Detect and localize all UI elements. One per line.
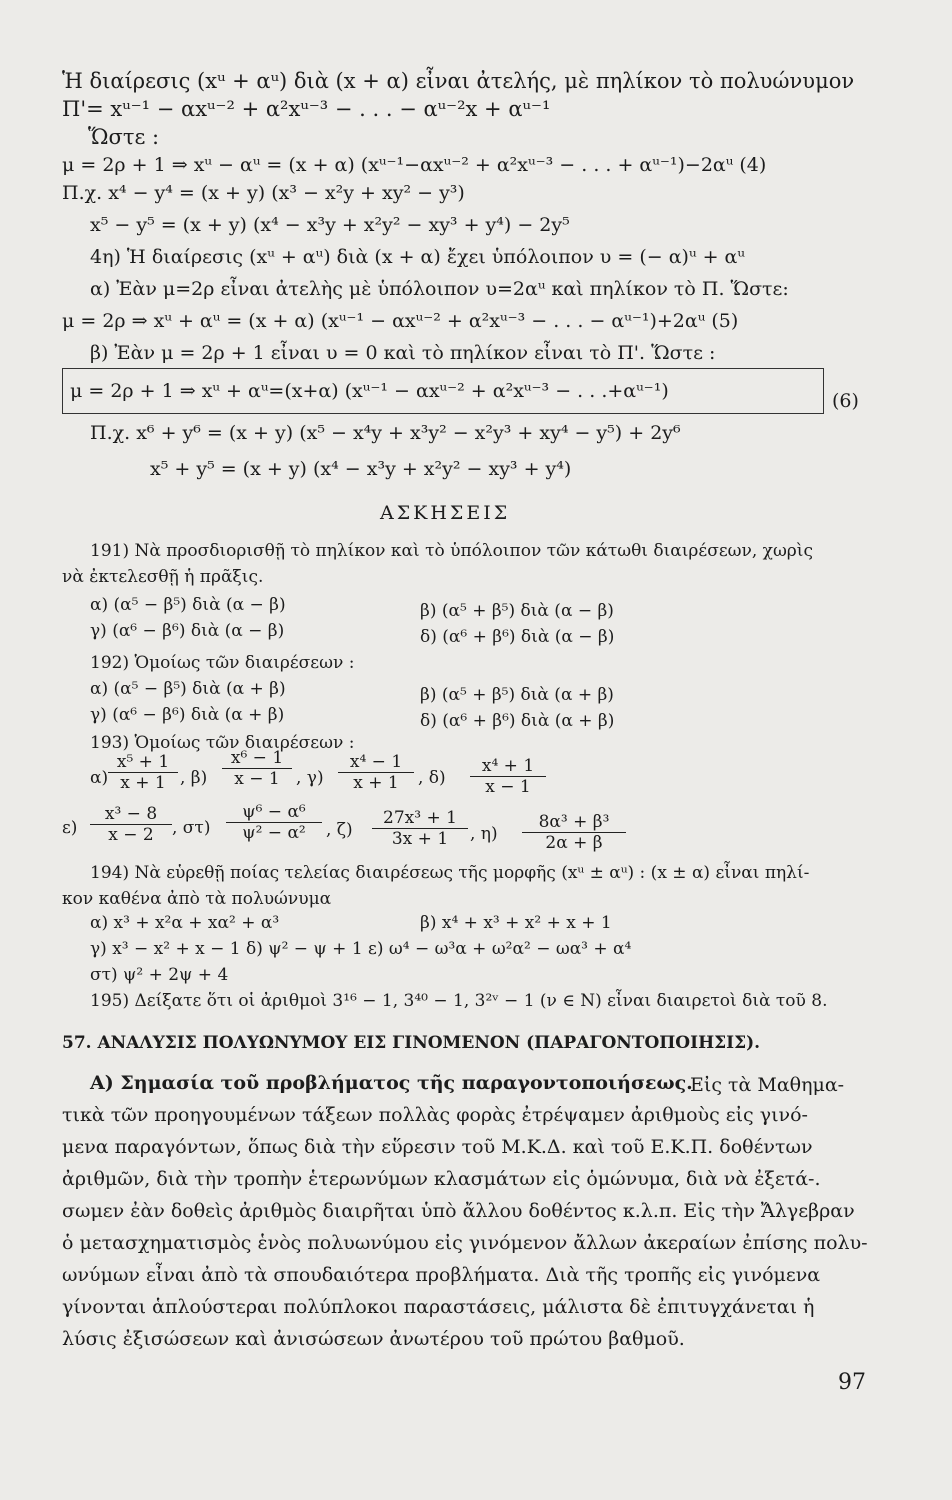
item-label: , ζ) bbox=[326, 820, 353, 840]
text-line: Ὥστε : bbox=[88, 125, 160, 149]
fraction-numerator: x⁵ + 1 bbox=[108, 752, 178, 773]
paragraph-line: σωμεν ἐὰν δοθεὶς ἀριθμὸς διαιρῆται ὑπὸ ἄλλου δοθέντος κ.λ.π. Εἰς τὴν Ἄλγεβραν bbox=[62, 1200, 855, 1222]
text-line: β) Ἐὰν μ = 2ρ + 1 εἶναι υ = 0 καὶ τὸ πηλίκον εἶναι τὸ Π'. Ὥστε : bbox=[90, 342, 716, 364]
text-line: 4η) Ἡ διαίρεσις (xᵘ + αᵘ) διὰ (x + α) ἔχει ὑπόλοιπον υ = (− α)ᵘ + αᵘ bbox=[90, 246, 745, 268]
paragraph-line: λύσις ἐξισώσεων καὶ ἀνισώσεων ἀνωτέρου τοῦ πρώτου βαθμοῦ. bbox=[62, 1328, 685, 1350]
fraction-denominator: 3x + 1 bbox=[391, 829, 449, 849]
exercise-item: β) x⁴ + x³ + x² + x + 1 bbox=[420, 913, 612, 933]
exercise-item: β) (α⁵ + β⁵) διὰ (α + β) bbox=[420, 685, 614, 705]
paragraph-line: ἀριθμῶν, διὰ τὴν τροπὴν ἑτερωνύμων κλασμάτων εἰς ὁμώνυμα, διὰ νὰ ἐξετά-. bbox=[62, 1168, 821, 1190]
fraction-denominator: x − 1 bbox=[234, 769, 280, 789]
exercise-text: 194) Νὰ εὑρεθῇ ποίας τελείας διαιρέσεως τῆς μορφῆς (xᵘ ± αᵘ) : (x ± α) εἶναι πηλί- bbox=[90, 863, 810, 883]
exercise-item: δ) (α⁶ + β⁶) διὰ (α + β) bbox=[420, 711, 615, 731]
formula-line: μ = 2ρ + 1 ⇒ xᵘ − αᵘ = (x + α) (xᵘ⁻¹−αxᵘ⁻² + α²xᵘ⁻³ − . . . + αᵘ⁻¹)−2αᵘ (4) bbox=[62, 154, 767, 176]
fraction-denominator: x + 1 bbox=[120, 773, 166, 793]
formula-line: x⁵ − y⁵ = (x + y) (x⁴ − x³y + x²y² − xy³ + y⁴) − 2y⁵ bbox=[90, 214, 570, 236]
fraction-numerator: x⁶ − 1 bbox=[222, 748, 292, 769]
text-line: α) Ἐὰν μ=2ρ εἶναι ἀτελὴς μὲ ὑπόλοιπον υ=2αᵘ καὶ πηλίκον τὸ Π. Ὥστε: bbox=[90, 278, 789, 300]
exercise-text: 192) Ὁμοίως τῶν διαιρέσεων : bbox=[90, 653, 355, 673]
formula-line: Π'= xᵘ⁻¹ − αxᵘ⁻² + α²xᵘ⁻³ − . . . − αᵘ⁻²x + αᵘ⁻¹ bbox=[62, 97, 551, 121]
paragraph-line: γίνονται ἁπλούστεραι πολύπλοκοι παραστάσεις, μάλιστα δὲ ἐπιτυγχάνεται ἡ bbox=[62, 1296, 815, 1318]
fraction-numerator: 27x³ + 1 bbox=[372, 808, 468, 829]
formula-line: Π.χ. x⁶ + y⁶ = (x + y) (x⁵ − x⁴y + x³y² − x²y³ + xy⁴ − y⁵) + 2y⁶ bbox=[90, 422, 681, 444]
item-label: ε) bbox=[62, 818, 78, 838]
formula-line: x⁵ + y⁵ = (x + y) (x⁴ − x³y + x²y² − xy³ + y⁴) bbox=[150, 458, 572, 480]
fraction bbox=[90, 804, 172, 845]
fraction-denominator: ψ² − α² bbox=[242, 823, 306, 843]
exercise-item: γ) (α⁶ − β⁶) διὰ (α + β) bbox=[90, 705, 285, 725]
item-label: α) bbox=[90, 768, 109, 788]
fraction bbox=[522, 812, 626, 853]
exercise-item: γ) (α⁶ − β⁶) διὰ (α − β) bbox=[90, 621, 285, 641]
fraction-denominator: x − 1 bbox=[485, 777, 531, 797]
paragraph-line: τικὰ τῶν προηγουμένων τάξεων πολλὰς φορὰς ἐτρέψαμεν ἀριθμοὺς εἰς γινό- bbox=[62, 1104, 808, 1126]
exercise-text: 193) Ὁμοίως τῶν διαιρέσεων : bbox=[90, 733, 355, 753]
exercise-item: α) (α⁵ − β⁵) διὰ (α − β) bbox=[90, 595, 286, 615]
paragraph-line: μενα παραγόντων, ὅπως διὰ τὴν εὕρεσιν τοῦ Μ.Κ.Δ. καὶ τοῦ Ε.Κ.Π. δοθέντων bbox=[62, 1136, 813, 1158]
paragraph-line: ωνύμων εἶναι ἀπὸ τὰ σπουδαιότερα προβλήματα. Διὰ τῆς τροπῆς εἰς γινόμενα bbox=[62, 1264, 821, 1286]
fraction bbox=[338, 752, 414, 793]
fraction bbox=[372, 808, 468, 849]
page-number: 97 bbox=[838, 1370, 866, 1395]
exercise-text: κον καθένα ἀπὸ τὰ πολυώνυμα bbox=[62, 889, 332, 909]
fraction bbox=[226, 802, 322, 843]
fraction-numerator: ψ⁶ − α⁶ bbox=[226, 802, 322, 823]
formula-line: μ = 2ρ + 1 ⇒ xᵘ + αᵘ=(x+α) (xᵘ⁻¹ − αxᵘ⁻² + α²xᵘ⁻³ − . . .+αᵘ⁻¹) bbox=[70, 380, 669, 402]
fraction-denominator: x − 2 bbox=[108, 825, 154, 845]
equation-number: (6) bbox=[832, 390, 859, 412]
fraction bbox=[222, 748, 292, 789]
fraction bbox=[470, 756, 546, 797]
formula-line: Π.χ. x⁴ − y⁴ = (x + y) (x³ − x²y + xy² − y³) bbox=[62, 182, 465, 204]
exercise-item: α) (α⁵ − β⁵) διὰ (α + β) bbox=[90, 679, 286, 699]
fraction-numerator: x⁴ − 1 bbox=[338, 752, 414, 773]
section-heading: ΑΣΚΗΣΕΙΣ bbox=[380, 502, 511, 524]
fraction-denominator: x + 1 bbox=[353, 773, 399, 793]
fraction bbox=[108, 752, 178, 793]
exercise-text: 195) Δείξατε ὅτι οἱ ἀριθμοὶ 3¹⁶ − 1, 3⁴⁰ − 1, 3²ᵛ − 1 (ν ∈ N) εἶναι διαιρετοὶ διὰ τοῦ 8. bbox=[90, 991, 828, 1011]
paragraph-line: ὁ μετασχηματισμὸς ἑνὸς πολυωνύμου εἰς γινόμενον ἄλλων ἀκεραίων ἐπίσης πολυ- bbox=[62, 1232, 868, 1254]
exercise-text: 191) Νὰ προσδιορισθῇ τὸ πηλίκον καὶ τὸ ὑπόλοιπον τῶν κάτωθι διαιρέσεων, χωρὶς bbox=[90, 541, 813, 561]
item-label: , β) bbox=[180, 768, 208, 788]
item-label: , δ) bbox=[418, 768, 446, 788]
item-label: , στ) bbox=[172, 818, 211, 838]
item-label: , γ) bbox=[296, 768, 324, 788]
subsection-title: Α) Σημασία τοῦ προβλήματος τῆς παραγοντοποιήσεως. bbox=[90, 1072, 693, 1094]
fraction-numerator: 8α³ + β³ bbox=[522, 812, 626, 833]
exercise-item: α) x³ + x²α + xα² + α³ bbox=[90, 913, 280, 933]
fraction-numerator: x³ − 8 bbox=[90, 804, 172, 825]
paragraph-line: Εἰς τὰ Μαθημα- bbox=[690, 1074, 845, 1096]
fraction-numerator: x⁴ + 1 bbox=[470, 756, 546, 777]
formula-line: μ = 2ρ ⇒ xᵘ + αᵘ = (x + α) (xᵘ⁻¹ − αxᵘ⁻² + α²xᵘ⁻³ − . . . − αᵘ⁻¹)+2αᵘ (5) bbox=[62, 310, 739, 332]
exercise-item: γ) x³ − x² + x − 1 δ) ψ² − ψ + 1 ε) ω⁴ − ω³α + ω²α² − ωα³ + α⁴ bbox=[90, 939, 632, 959]
text-line: Ἡ διαίρεσις (xᵘ + αᵘ) διὰ (x + α) εἶναι ἀτελής, μὲ πηλίκον τὸ πολυώνυμον bbox=[62, 69, 855, 93]
exercise-item: δ) (α⁶ + β⁶) διὰ (α − β) bbox=[420, 627, 615, 647]
exercise-item: στ) ψ² + 2ψ + 4 bbox=[90, 965, 229, 985]
section-title: 57. ΑΝΑΛΥΣΙΣ ΠΟΛΥΩΝΥΜΟΥ ΕΙΣ ΓΙΝΟΜΕΝΟΝ (ΠΑΡΑΓΟΝΤΟΠΟΙΗΣΙΣ). bbox=[62, 1033, 761, 1053]
fraction-denominator: 2α + β bbox=[545, 833, 603, 853]
exercise-item: β) (α⁵ + β⁵) διὰ (α − β) bbox=[420, 601, 614, 621]
item-label: , η) bbox=[470, 824, 498, 844]
exercise-text: νὰ ἐκτελεσθῇ ἡ πρᾶξις. bbox=[62, 567, 264, 587]
